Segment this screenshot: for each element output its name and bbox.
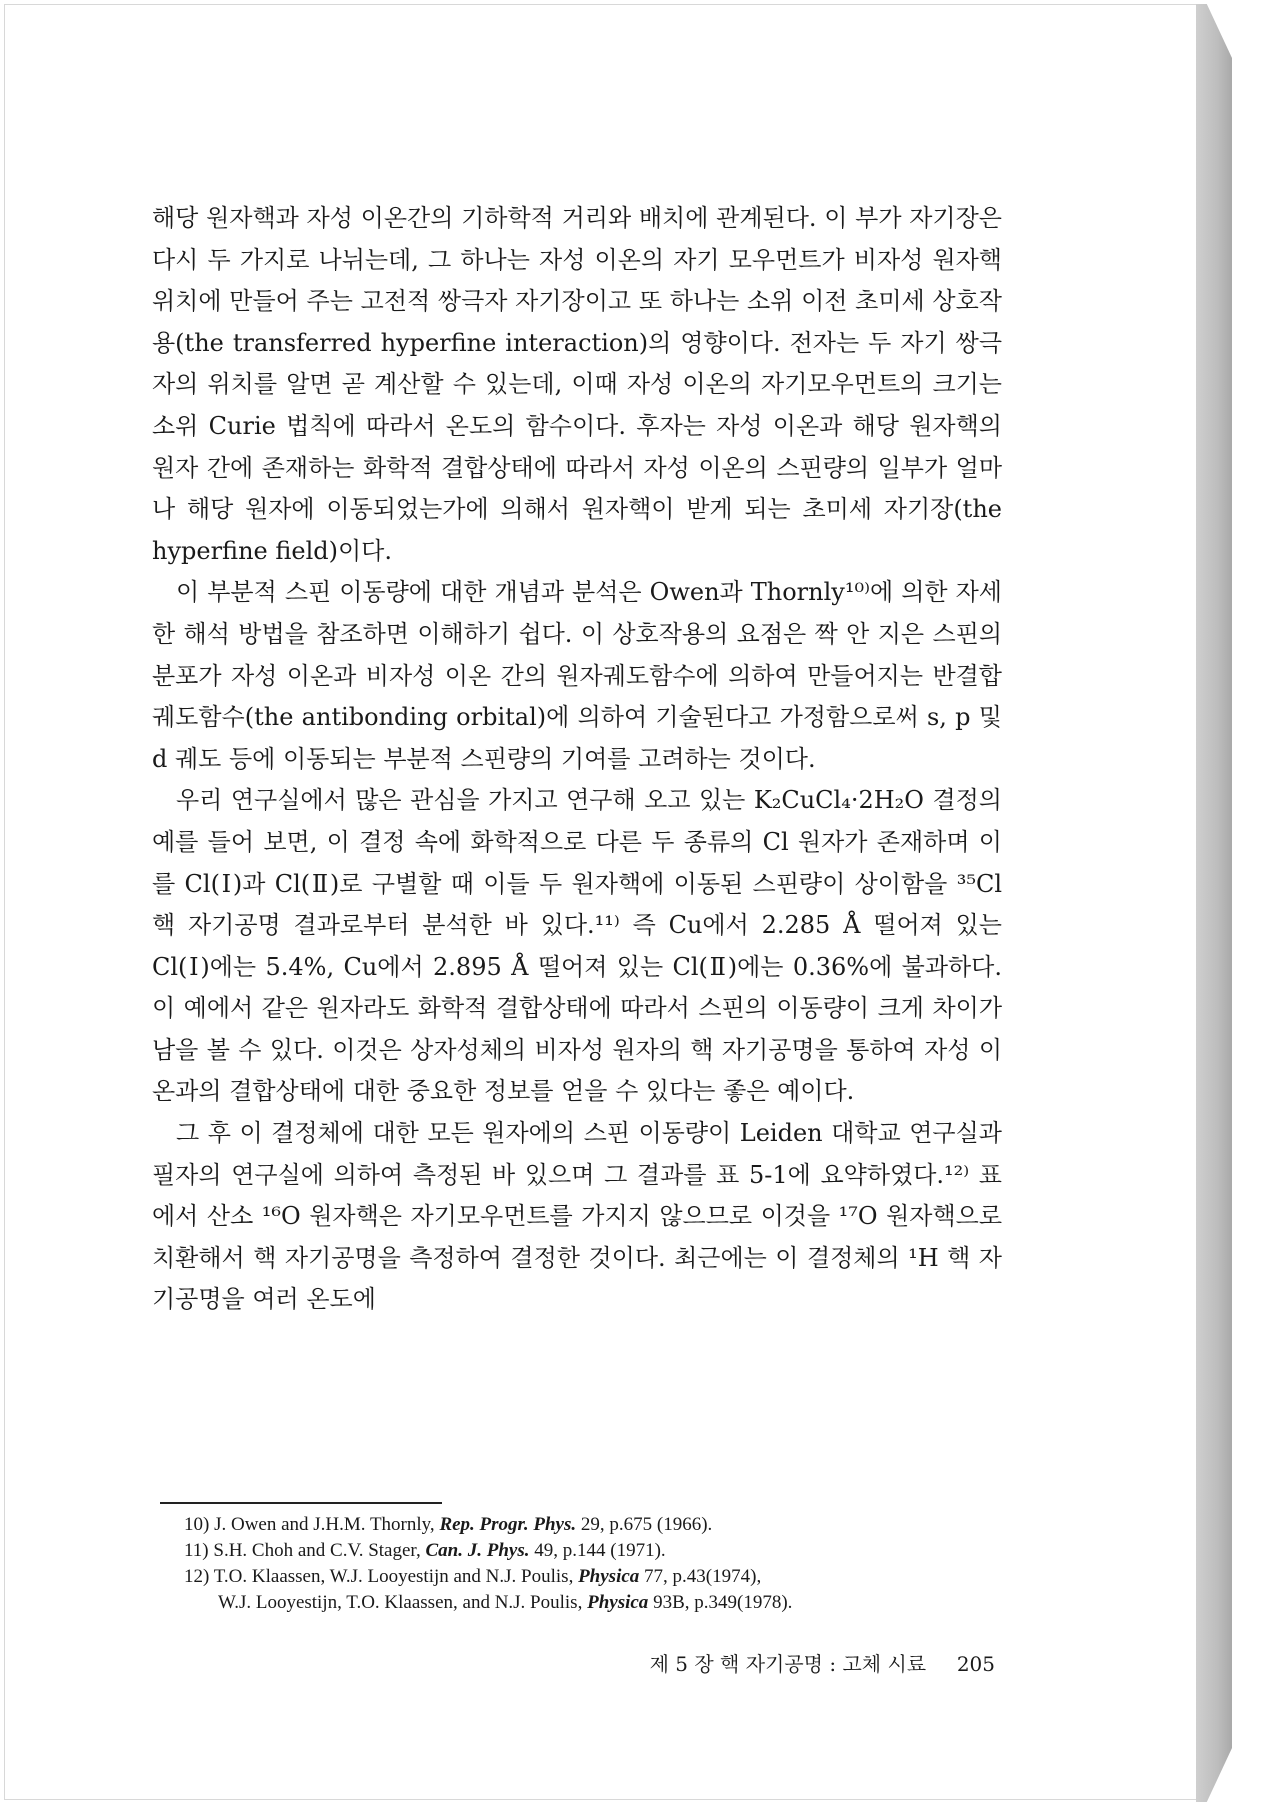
footnote-12b-authors: W.J. Looyestijn, T.O. Klaassen, and N.J. Poulis, xyxy=(218,1592,588,1613)
footnote-10 xyxy=(184,1512,1004,1538)
footer-chapter: 제 5 장 핵 자기공명 : 고체 시료 xyxy=(649,1652,927,1676)
footnote-12 xyxy=(184,1564,1004,1590)
footnote-divider xyxy=(160,1502,442,1504)
paragraph-1: 해당 원자핵과 자성 이온간의 기하학적 거리와 배치에 관계된다. 이 부가 자기장은 다시 두 가지로 나뉘는데, 그 하나는 자성 이온의 자기 모우먼트가 비자성 원자핵 위치에 만들어 주는 고전적 쌍극자 자기장이고 또 하나는 소위 이전 초미세 상호작용(the transferred hyperfine interaction)의 영향이다. 전자는 두 자기 쌍극자의 위치를 알면 곧 계산할 수 있는데, 이때 자성 이온의 자기모우먼트의 크기는 소위 Curie 법칙에 따라서 온도의 함수이다. 후자는 자성 이온과 해당 원자핵의 원자 간에 존재하는 화학적 결합상태에 따라서 자성 이온의 스핀량의 일부가 얼마나 해당 원자에 이동되었는가에 의해서 원자핵이 받게 되는 초미세 자기장(the hyperfine field)이다. xyxy=(152,204,1002,565)
paragraph-4: 그 후 이 결정체에 대한 모든 원자에의 스핀 이동량이 Leiden 대학교 연구실과 필자의 연구실에 의하여 측정된 바 있으며 그 결과를 표 5-1에 요약하였다.¹²⁾ 표에서 산소 ¹⁶O 원자핵은 자기모우먼트를 가지지 않으므로 이것을 ¹⁷O 원자핵으로 치환해서 핵 자기공명을 측정하여 결정한 것이다. 최근에는 이 결정체의 ¹H 핵 자기공명을 여러 온도에 xyxy=(152,1119,1002,1314)
footnotes xyxy=(184,1512,1004,1616)
paragraph-3: 우리 연구실에서 많은 관심을 가지고 연구해 오고 있는 K₂CuCl₄·2H₂O 결정의 예를 들어 보면, 이 결정 속에 화학적으로 다른 두 종류의 Cl 원자가 존재하며 이를 Cl(Ⅰ)과 Cl(Ⅱ)로 구별할 때 이들 두 원자핵에 이동된 스핀량이 상이함을 ³⁵Cl 핵 자기공명 결과로부터 분석한 바 있다.¹¹⁾ 즉 Cu에서 2.285 Å 떨어져 있는 Cl(Ⅰ)에는 5.4%, Cu에서 2.895 Å 떨어져 있는 Cl(Ⅱ)에는 0.36%에 불과하다. 이 예에서 같은 원자라도 화학적 결합상태에 따라서 스핀의 이동량이 크게 차이가 남을 볼 수 있다. 이것은 상자성체의 비자성 원자의 핵 자기공명을 통하여 자성 이온과의 결합상태에 대한 중요한 정보를 얻을 수 있다는 좋은 예이다. xyxy=(152,786,1002,1106)
running-footer xyxy=(575,1648,995,1677)
footnote-12b-journal: Physica xyxy=(587,1592,649,1613)
paragraph-2: 이 부분적 스핀 이동량에 대한 개념과 분석은 Owen과 Thornly¹⁰⁾에 의한 자세한 해석 방법을 참조하면 이해하기 쉽다. 이 상호작용의 요점은 짝 안 지은 스핀의 분포가 자성 이온과 비자성 이온 간의 원자궤도함수에 의하여 만들어지는 반결합 궤도함수(the antibonding orbital)에 의하여 기술된다고 가정함으로써 s, p 및 d 궤도 등에 이동되는 부분적 스핀량의 기여를 고려하는 것이다. xyxy=(152,578,1002,773)
footnote-12-journal: Physica xyxy=(578,1566,640,1587)
page-number: 205 xyxy=(956,1652,995,1676)
footnote-12-ref: 77, p.43(1974), xyxy=(639,1566,762,1587)
footnote-10-ref: 29, p.675 (1966). xyxy=(576,1514,713,1535)
footnote-11-journal: Can. J. Phys. xyxy=(425,1540,530,1561)
footnote-10-journal: Rep. Progr. Phys. xyxy=(439,1514,577,1535)
footnote-11 xyxy=(184,1538,1004,1564)
footnote-12b-ref: 93B, p.349(1978). xyxy=(648,1592,793,1613)
footnote-11-authors: 11) S.H. Choh and C.V. Stager, xyxy=(184,1540,426,1561)
footnote-10-authors: 10) J. Owen and J.H.M. Thornly, xyxy=(184,1514,440,1535)
footnote-12-cont xyxy=(184,1590,1004,1616)
footnote-11-ref: 49, p.144 (1971). xyxy=(529,1540,666,1561)
footnote-12-authors: 12) T.O. Klaassen, W.J. Looyestijn and N.J. Poulis, xyxy=(184,1566,579,1587)
page-edge-shadow xyxy=(1196,4,1232,1802)
body-text xyxy=(152,198,1002,1321)
